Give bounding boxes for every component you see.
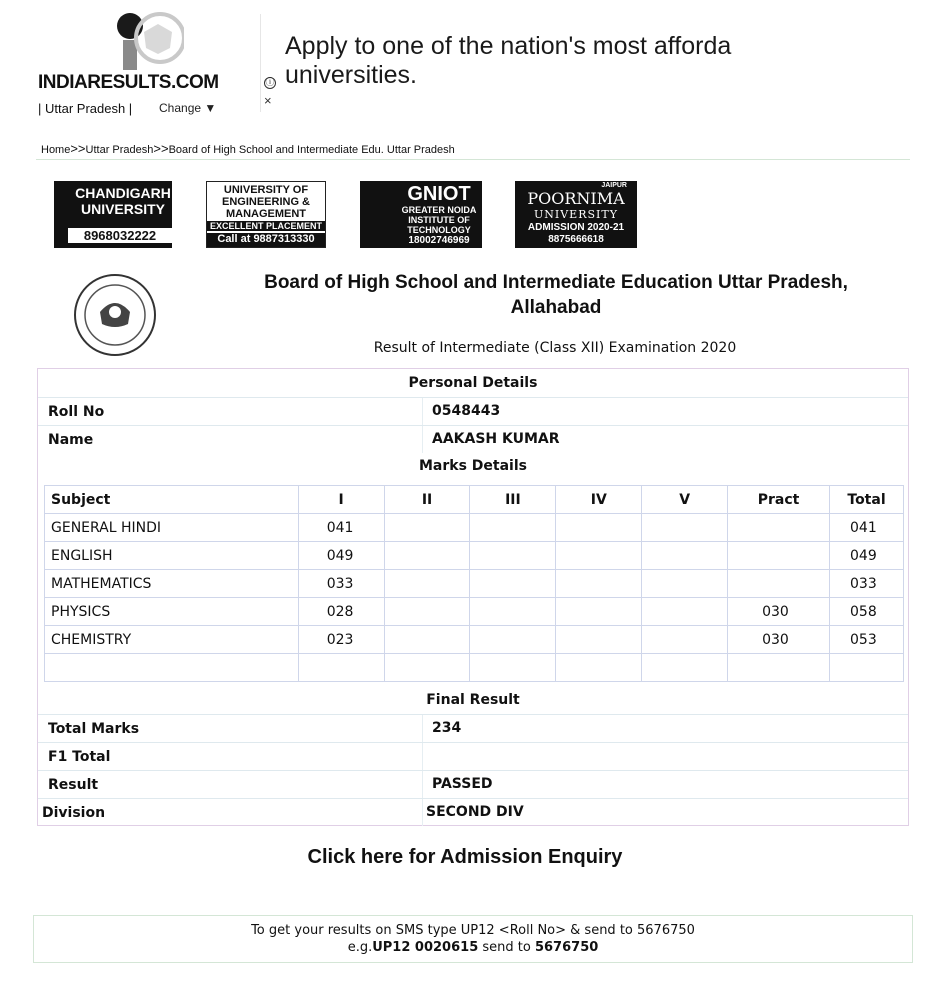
empty-cell — [470, 542, 556, 570]
name-value: AAKASH KUMAR — [432, 431, 560, 447]
table-row-empty — [45, 654, 904, 682]
empty-cell — [642, 598, 728, 626]
total-cell: 053 — [830, 626, 904, 654]
empty-cell — [384, 542, 470, 570]
sms-example-mid: send to — [478, 940, 535, 955]
sponsor-line: TECHNOLOGY — [407, 225, 471, 235]
site-logo[interactable] — [38, 6, 238, 116]
empty-cell — [642, 654, 728, 682]
marks-details-heading: Marks Details — [419, 458, 527, 474]
ad-text[interactable]: Apply to one of the nation's most afforda universities. — [285, 32, 732, 89]
pract-cell: 030 — [728, 626, 830, 654]
sponsor-line: ADMISSION 2020-21 — [527, 222, 625, 233]
sms-instruction: To get your results on SMS type UP12 <Roll No> & send to 5676750 — [251, 923, 695, 938]
pract-cell — [728, 514, 830, 542]
empty-cell — [384, 570, 470, 598]
ad-info-icon[interactable]: ⓘ — [265, 78, 275, 88]
subject-cell: PHYSICS — [45, 598, 299, 626]
sponsor-chandigarh-university[interactable] — [54, 181, 172, 248]
sponsor-line: INSTITUTE OF — [408, 215, 470, 225]
admission-enquiry-link[interactable]: Click here for Admission Enquiry — [307, 846, 623, 868]
breadcrumb — [41, 141, 455, 156]
empty-cell — [470, 514, 556, 542]
name-row — [38, 425, 908, 453]
paper-i-cell: 041 — [298, 514, 384, 542]
empty-cell — [642, 514, 728, 542]
table-row — [45, 626, 904, 654]
col-paper-v: V — [642, 486, 728, 514]
state-label: | Uttar Pradesh | — [38, 101, 133, 116]
breadcrumb-home[interactable]: Home — [41, 144, 71, 156]
empty-cell — [556, 514, 642, 542]
empty-cell — [642, 626, 728, 654]
column-divider — [422, 799, 423, 826]
column-divider — [422, 426, 423, 453]
board-seal-icon — [70, 272, 160, 358]
col-paper-ii: II — [384, 486, 470, 514]
subject-cell: GENERAL HINDI — [45, 514, 299, 542]
col-paper-iv: IV — [556, 486, 642, 514]
empty-cell — [470, 598, 556, 626]
paper-i-cell: 023 — [298, 626, 384, 654]
table-row — [45, 542, 904, 570]
empty-cell — [470, 570, 556, 598]
sponsor-line: GREATER NOIDA — [401, 205, 477, 215]
paper-i-cell: 028 — [298, 598, 384, 626]
divider — [36, 159, 910, 160]
sponsor-phone: 18002746969 — [408, 235, 470, 246]
division-value: SECOND DIV — [426, 804, 524, 820]
pract-cell — [728, 542, 830, 570]
column-divider — [422, 398, 423, 425]
marks-table — [44, 485, 904, 682]
pract-cell: 030 — [728, 598, 830, 626]
col-paper-i: I — [298, 486, 384, 514]
sponsor-line: POORNIMA — [527, 189, 625, 208]
total-cell: 033 — [830, 570, 904, 598]
breadcrumb-separator: >> — [153, 141, 169, 156]
col-paper-iii: III — [470, 486, 556, 514]
sponsor-line: ENGINEERING & — [221, 196, 310, 208]
table-row — [45, 514, 904, 542]
sponsor-phone: Call at 9887313330 — [207, 233, 325, 248]
sponsor-poornima[interactable] — [515, 181, 637, 248]
sponsor-line: UNIVERSITY — [80, 201, 165, 217]
subject-cell: ENGLISH — [45, 542, 299, 570]
total-cell: 041 — [830, 514, 904, 542]
empty-cell — [642, 570, 728, 598]
empty-cell — [470, 626, 556, 654]
roll-no-row — [38, 397, 908, 425]
breadcrumb-state[interactable]: Uttar Pradesh — [85, 144, 154, 156]
result-label: Result — [48, 777, 99, 793]
paper-i-cell: 033 — [298, 570, 384, 598]
f1-total-row — [38, 742, 908, 770]
result-panel — [37, 368, 909, 826]
col-subject: Subject — [45, 486, 299, 514]
column-divider — [422, 771, 423, 798]
sms-example — [34, 940, 912, 955]
empty-cell — [556, 570, 642, 598]
total-cell: 049 — [830, 542, 904, 570]
empty-cell — [384, 514, 470, 542]
empty-cell — [384, 598, 470, 626]
final-result-heading: Final Result — [426, 692, 520, 708]
subject-cell: MATHEMATICS — [45, 570, 299, 598]
empty-cell — [830, 654, 904, 682]
sponsor-uem[interactable] — [206, 181, 326, 248]
total-cell: 058 — [830, 598, 904, 626]
sponsor-line: JAIPUR — [601, 182, 627, 189]
sponsor-phone: 8875666618 — [548, 234, 604, 245]
marks-header-row — [45, 486, 904, 514]
paper-i-cell: 049 — [298, 542, 384, 570]
sms-example-number: 5676750 — [534, 940, 599, 955]
result-row — [38, 770, 908, 798]
change-state-button[interactable]: Change ▼ — [159, 101, 217, 115]
sms-info-box — [33, 915, 913, 963]
personal-details-heading: Personal Details — [408, 375, 538, 391]
sponsor-line: UNIVERSITY OF — [223, 184, 309, 196]
total-marks-value: 234 — [432, 720, 462, 736]
sponsor-line: MANAGEMENT — [225, 208, 307, 220]
roll-no-label: Roll No — [48, 404, 105, 420]
empty-cell — [298, 654, 384, 682]
empty-cell — [556, 542, 642, 570]
breadcrumb-board[interactable]: Board of High School and Intermediate Edu. Uttar Pradesh — [168, 144, 455, 156]
sponsor-phone: 8968032222 — [68, 228, 172, 243]
sms-example-prefix: e.g. — [347, 940, 373, 955]
subject-cell: CHEMISTRY — [45, 626, 299, 654]
name-label: Name — [48, 432, 94, 448]
board-title: Board of High School and Intermediate Education Uttar Pradesh, Allahabad — [264, 272, 848, 318]
empty-cell — [384, 626, 470, 654]
empty-cell — [45, 654, 299, 682]
empty-cell — [470, 654, 556, 682]
site-name: INDIARESULTS.COM — [38, 72, 219, 93]
breadcrumb-separator: >> — [70, 141, 86, 156]
ad-close-icon[interactable]: × — [264, 93, 272, 108]
empty-cell — [384, 654, 470, 682]
indiaresults-logo-mark-icon — [114, 10, 184, 72]
pract-cell — [728, 570, 830, 598]
total-marks-row — [38, 714, 908, 742]
col-pract: Pract — [728, 486, 830, 514]
sms-example-code: UP12 0020615 — [372, 940, 479, 955]
division-row — [38, 798, 908, 826]
sponsor-line: EXCELLENT PLACEMENT — [207, 221, 325, 231]
total-marks-label: Total Marks — [48, 721, 140, 737]
table-row — [45, 570, 904, 598]
column-divider — [422, 743, 423, 770]
sponsor-gniot[interactable] — [360, 181, 482, 248]
empty-cell — [642, 542, 728, 570]
division-label: Division — [42, 805, 106, 821]
col-total: Total — [830, 486, 904, 514]
sponsor-line: UNIVERSITY — [534, 208, 618, 221]
column-divider — [422, 715, 423, 742]
empty-cell — [556, 654, 642, 682]
ad-banner[interactable] — [260, 14, 798, 112]
roll-no-value: 0548443 — [432, 403, 501, 419]
sponsor-line: CHANDIGARH — [75, 185, 171, 201]
empty-cell — [556, 598, 642, 626]
sponsor-line: GNIOT — [407, 183, 471, 205]
f1-total-label: F1 Total — [48, 749, 111, 765]
result-value: PASSED — [432, 776, 493, 792]
empty-cell — [556, 626, 642, 654]
empty-cell — [728, 654, 830, 682]
exam-title: Result of Intermediate (Class XII) Examination 2020 — [373, 340, 737, 356]
table-row — [45, 598, 904, 626]
